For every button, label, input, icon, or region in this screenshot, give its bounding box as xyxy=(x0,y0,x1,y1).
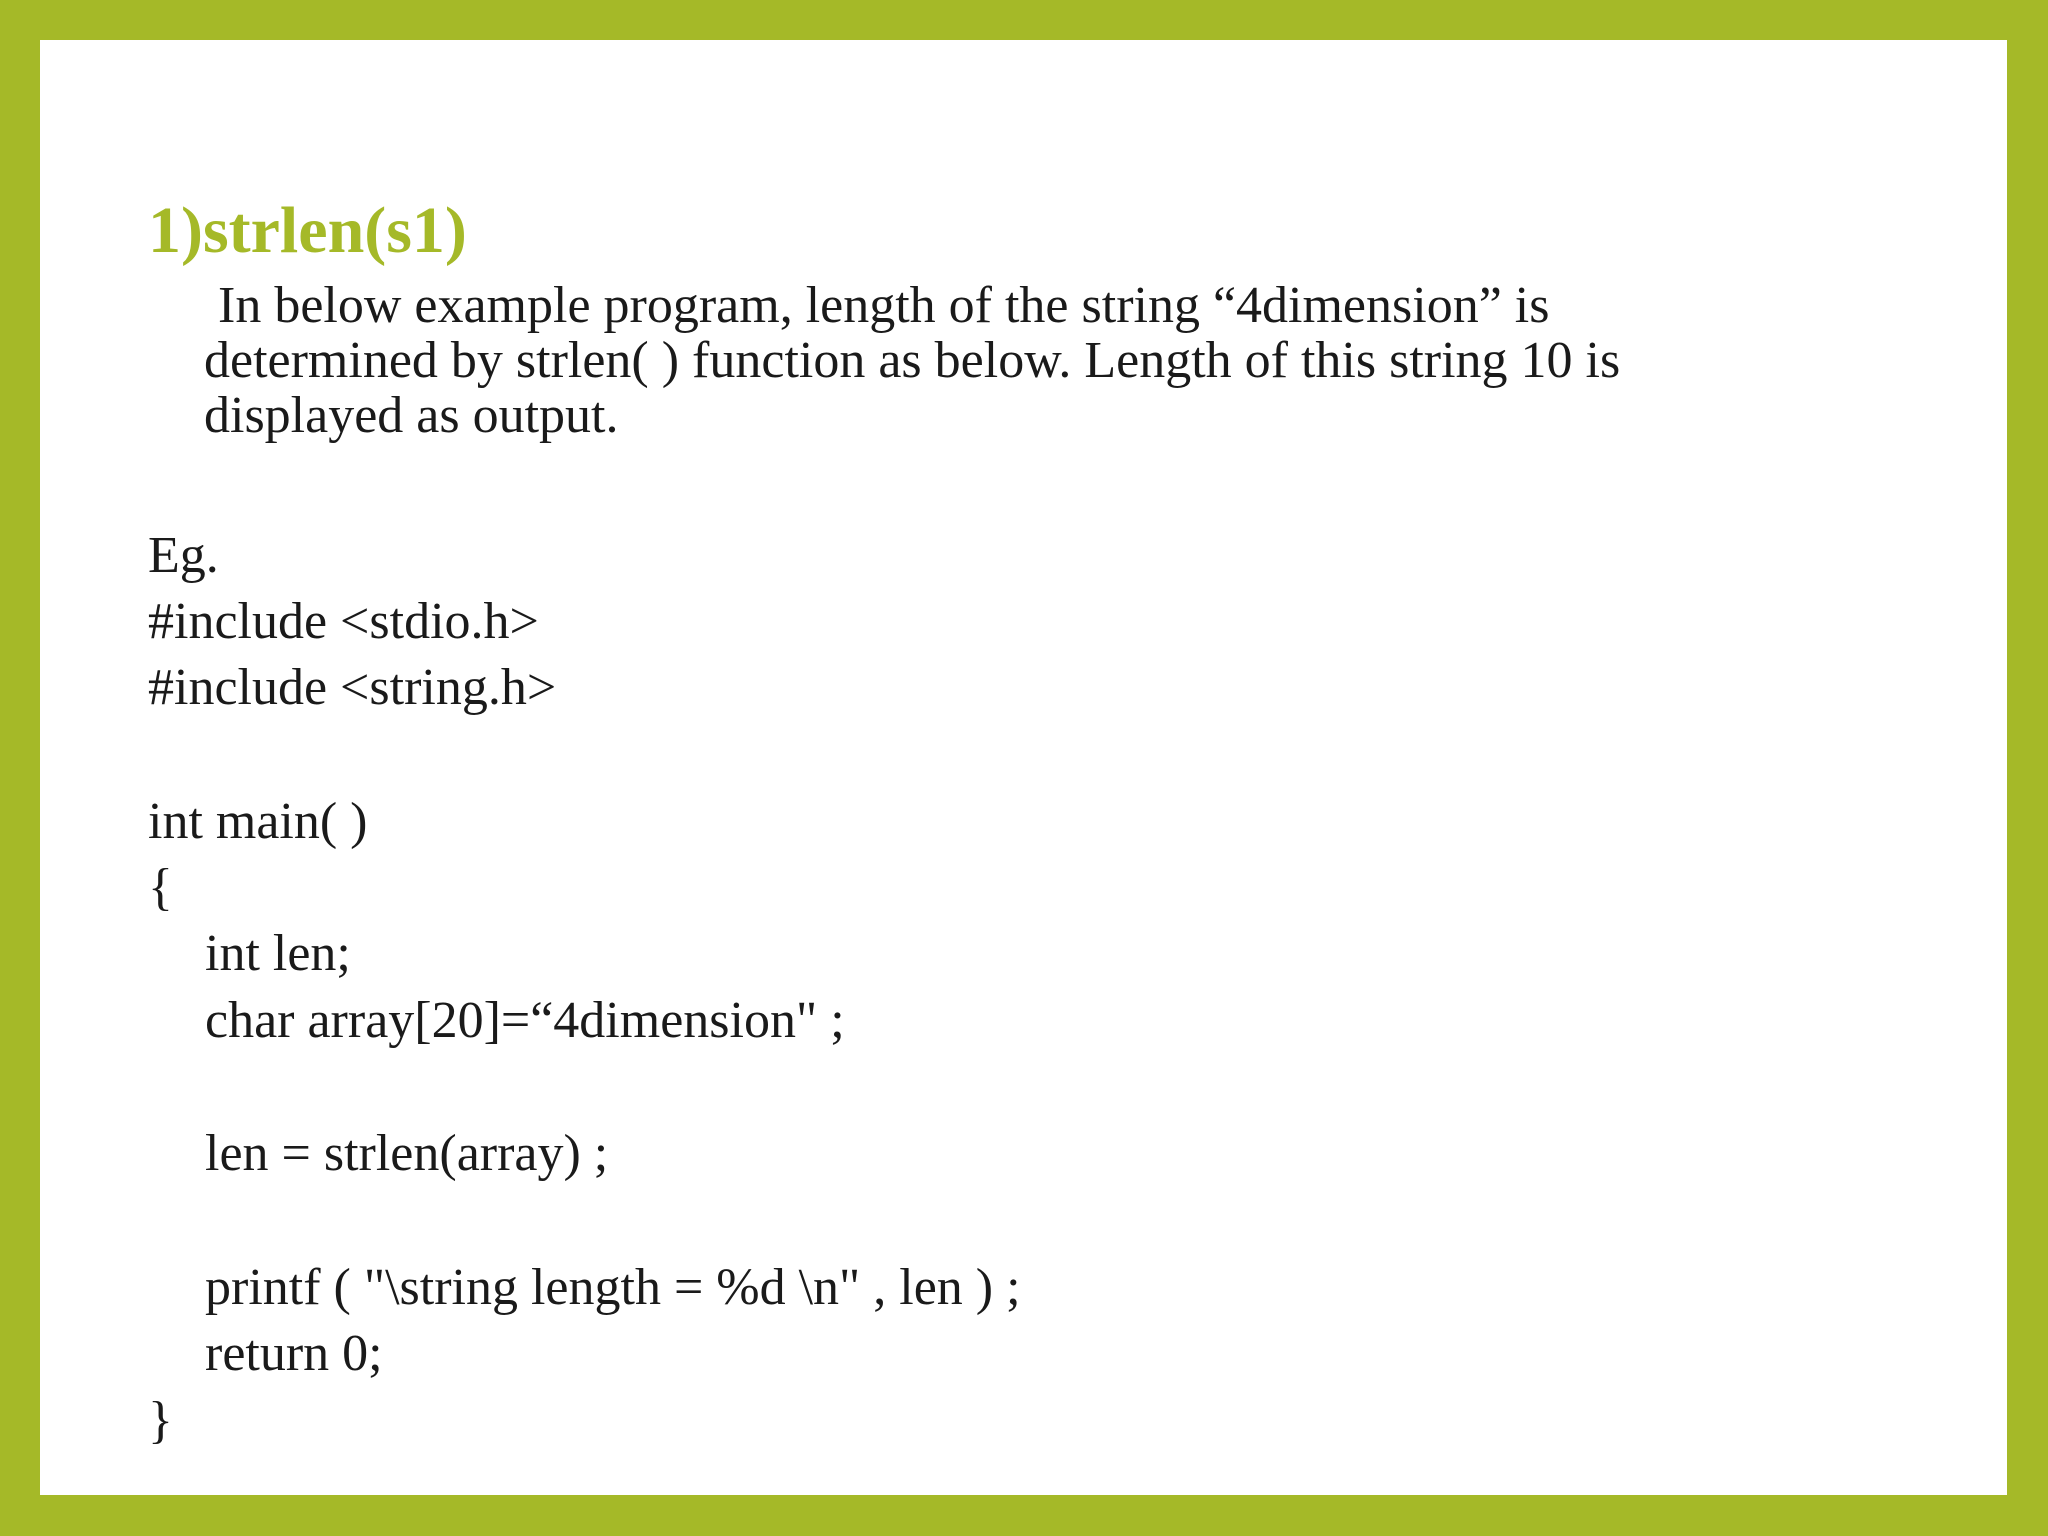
description-line-3: displayed as output. xyxy=(204,387,619,444)
code-line-declare-len: int len; xyxy=(205,925,351,982)
slide-card xyxy=(40,40,2007,1495)
code-line-assign-len: len = strlen(array) ; xyxy=(205,1125,609,1182)
code-line-printf: printf ( "\string length = %d \n" , len ) ; xyxy=(205,1259,1021,1316)
code-line-main-signature: int main( ) xyxy=(148,793,368,850)
code-line-close-brace: } xyxy=(148,1392,173,1449)
code-line-open-brace: { xyxy=(148,859,173,916)
code-example xyxy=(148,40,1948,1495)
description-line-2: determined by strlen( ) function as below. Length of this string 10 is xyxy=(204,332,1621,389)
description-line-1: In below example program, length of the string “4dimension” is xyxy=(218,277,1550,334)
slide-title: 1)strlen(s1) xyxy=(148,194,467,267)
code-line-declare-array: char array[20]=“4dimension" ; xyxy=(205,992,845,1049)
code-line-include-stdio: #include <stdio.h> xyxy=(148,593,539,650)
code-line-include-string: #include <string.h> xyxy=(148,659,557,716)
example-label: Eg. xyxy=(148,527,219,584)
code-line-return: return 0; xyxy=(205,1325,383,1382)
